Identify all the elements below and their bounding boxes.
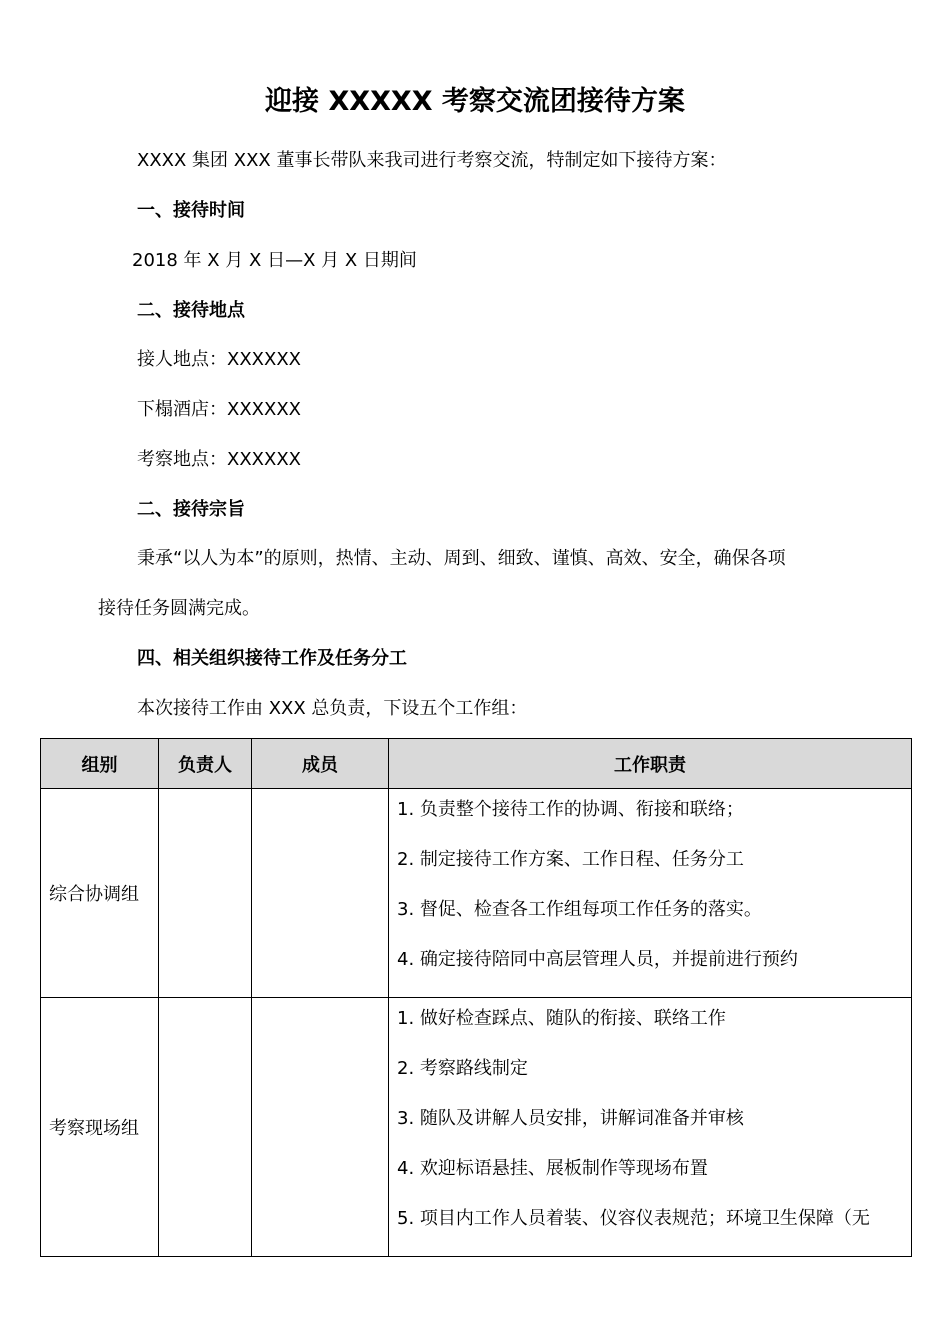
section-heading-purpose: 二、接待宗旨 (137, 499, 245, 520)
table-row (41, 789, 912, 998)
duty-item: 2. 考察路线制定 (397, 1058, 528, 1079)
group-name: 综合协调组 (41, 789, 159, 998)
group-name: 考察现场组 (41, 998, 159, 1257)
reception-time-text: 2018 年 X 月 X 日—X 月 X 日期间 (132, 250, 417, 271)
duty-item: 1. 做好检查踩点、随队的衔接、联络工作 (397, 1008, 726, 1029)
duty-item: 4. 欢迎标语悬挂、展板制作等现场布置 (397, 1158, 708, 1179)
duty-item: 4. 确定接待陪同中高层管理人员，并提前进行预约 (397, 949, 798, 970)
duties-cell (389, 789, 912, 998)
section-heading-time: 一、接待时间 (137, 200, 245, 221)
hotel-location: 下榻酒店：XXXXXX (137, 399, 301, 420)
purpose-text-line1: 秉承“以人为本”的原则，热情、主动、周到、细致、谨慎、高效、安全，确保各项 (137, 548, 786, 569)
duty-item: 3. 随队及讲解人员安排，讲解词准备并审核 (397, 1108, 744, 1129)
duty-item: 3. 督促、检查各工作组每项工作任务的落实。 (397, 899, 762, 920)
pickup-location: 接人地点：XXXXXX (137, 349, 301, 370)
visit-location: 考察地点：XXXXXX (137, 449, 301, 470)
duties-cell (389, 998, 912, 1257)
members-cell (252, 789, 389, 998)
task-division-table (40, 738, 912, 1257)
section-heading-organization: 四、相关组织接待工作及任务分工 (137, 648, 407, 669)
organization-intro: 本次接待工作由 XXX 总负责，下设五个工作组： (137, 698, 528, 719)
table-header-row (41, 739, 912, 789)
duty-item: 1. 负责整个接待工作的协调、衔接和联络； (397, 799, 744, 820)
leader-cell (159, 789, 252, 998)
section-heading-location: 二、接待地点 (137, 300, 245, 321)
header-duties: 工作职责 (389, 739, 912, 789)
header-leader: 负责人 (159, 739, 252, 789)
duty-item: 2. 制定接待工作方案、工作日程、任务分工 (397, 849, 744, 870)
duty-item: 5. 项目内工作人员着装、仪容仪表规范；环境卫生保障（无 (397, 1208, 870, 1229)
document-title: 迎接 XXXXX 考察交流团接待方案 (265, 86, 685, 117)
purpose-text-line2: 接待任务圆满完成。 (98, 598, 260, 619)
table-row (41, 998, 912, 1257)
members-cell (252, 998, 389, 1257)
intro-paragraph: XXXX 集团 XXX 董事长带队来我司进行考察交流，特制定如下接待方案： (137, 150, 727, 171)
header-group: 组别 (41, 739, 159, 789)
header-members: 成员 (252, 739, 389, 789)
leader-cell (159, 998, 252, 1257)
